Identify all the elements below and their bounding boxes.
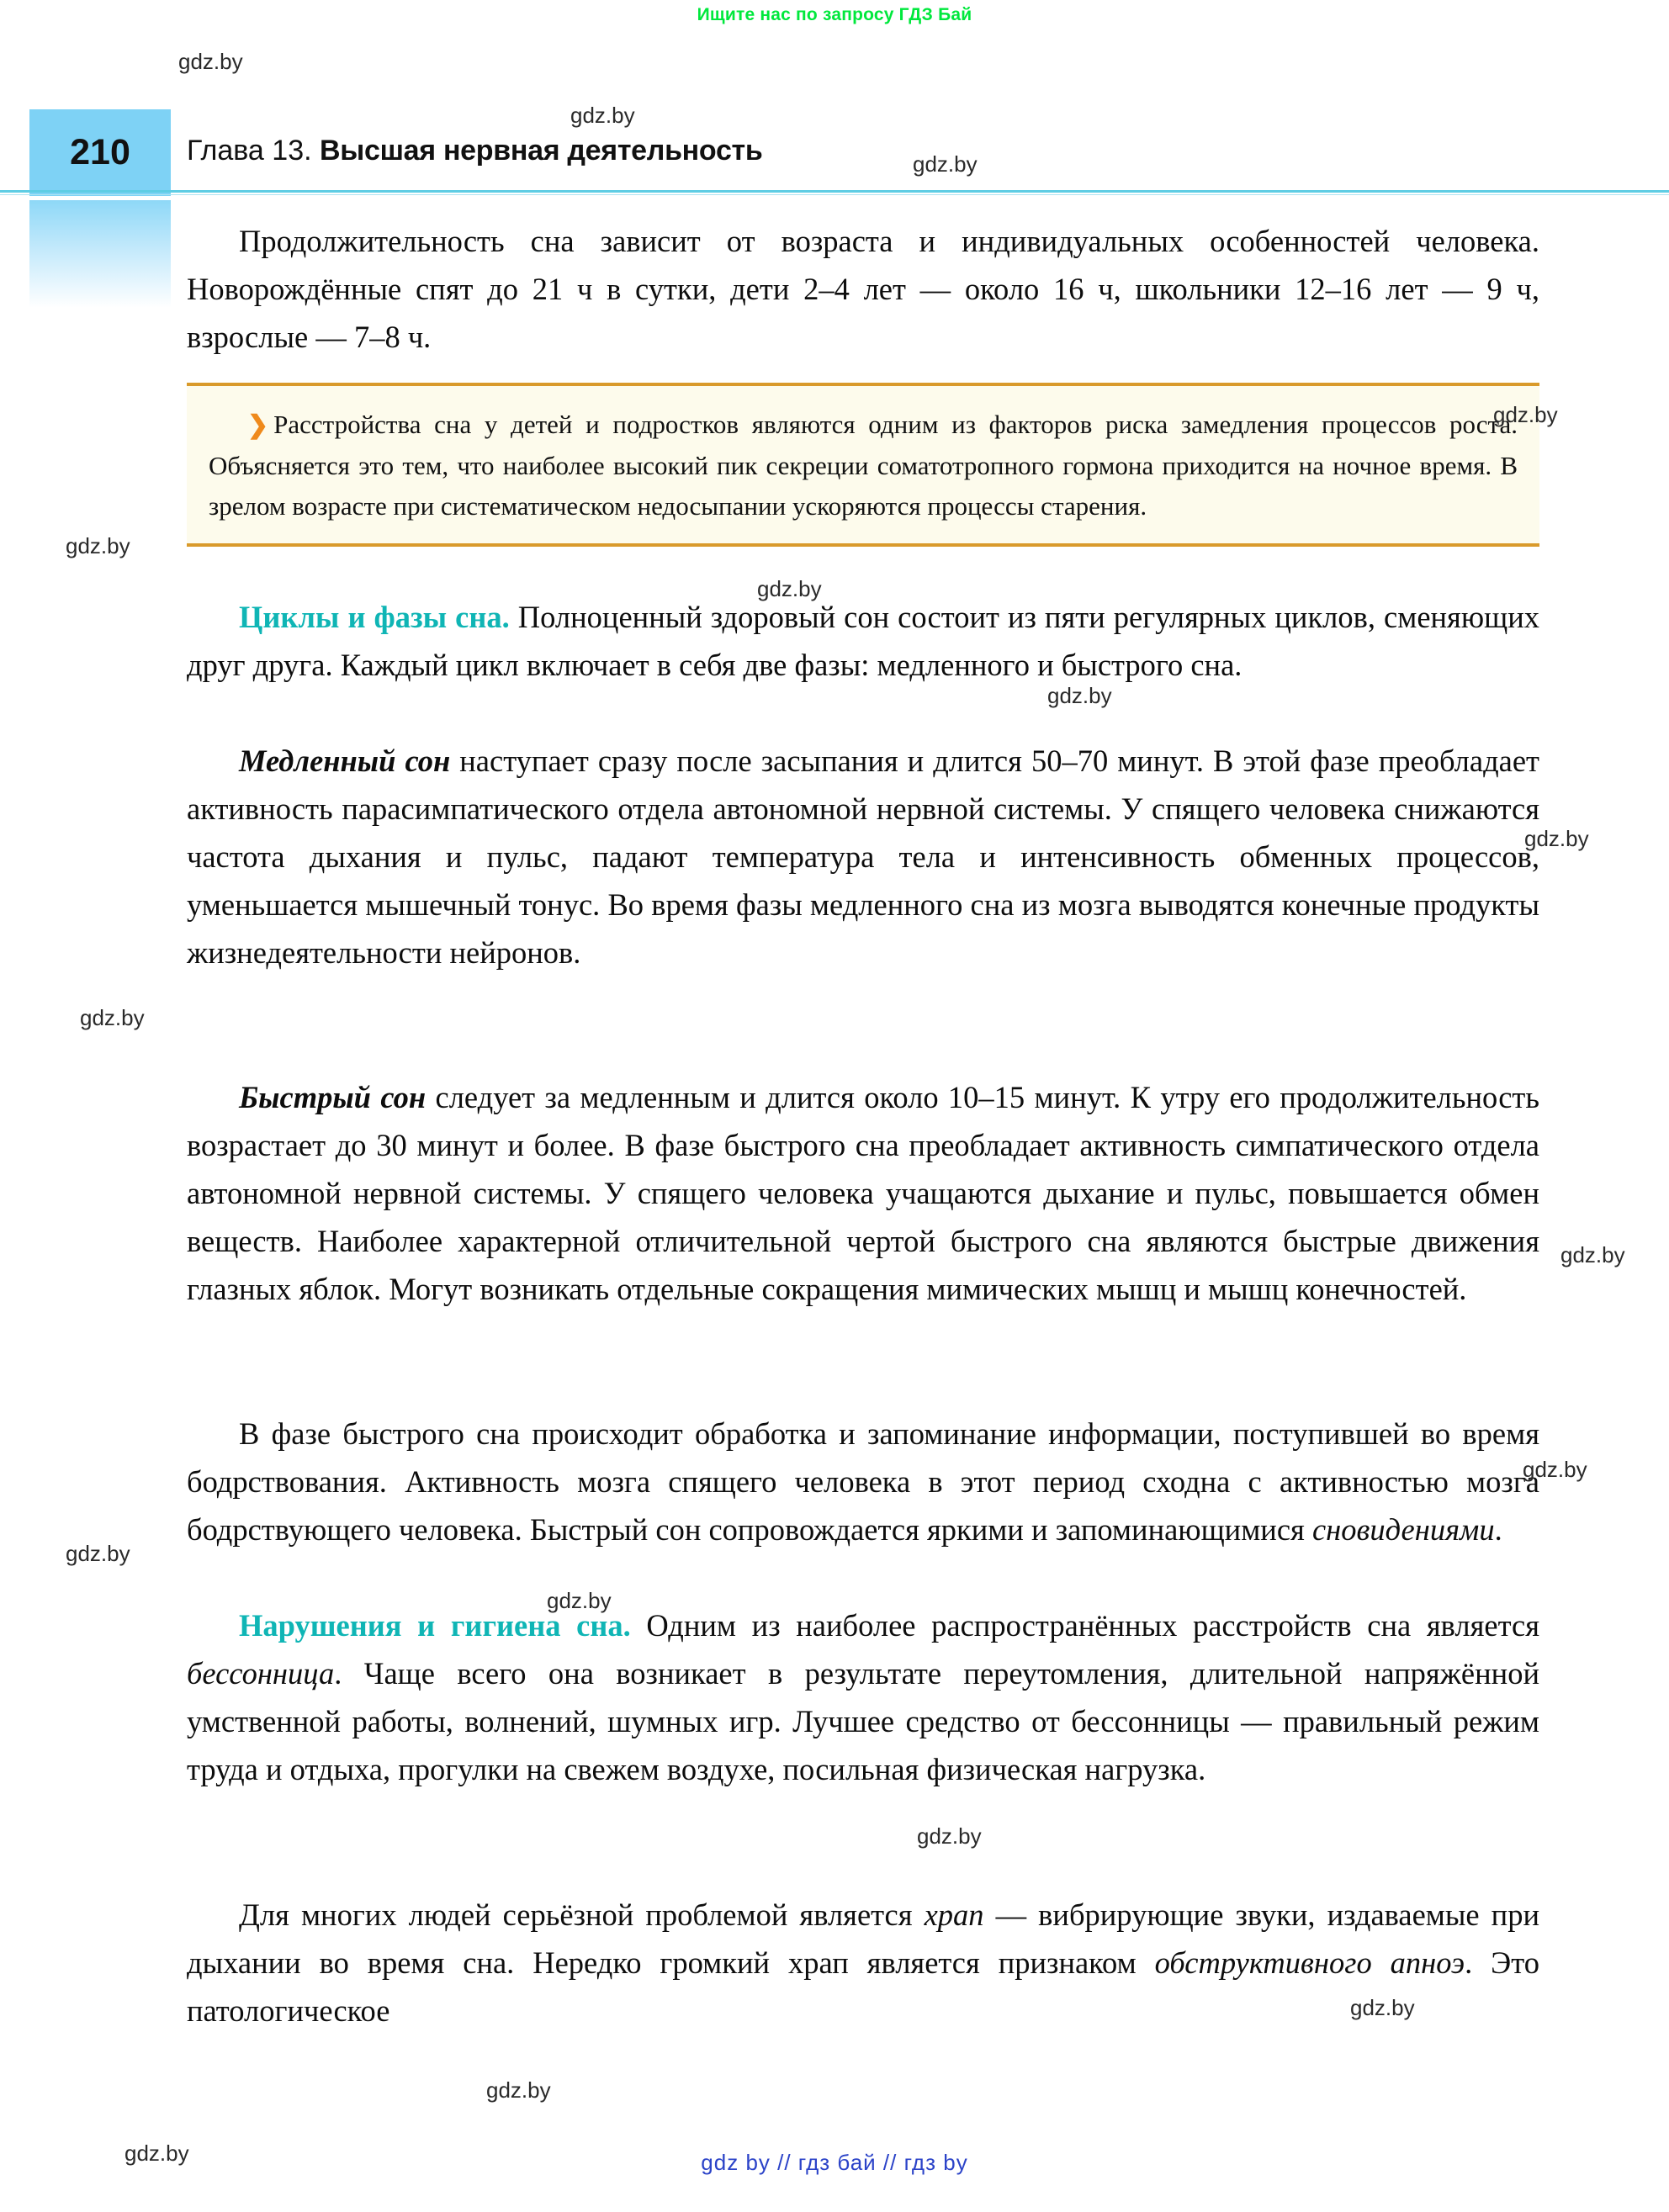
dreams-text-after: . [1494, 1512, 1502, 1547]
watermark-text: gdz.by [1524, 826, 1589, 851]
page-tab-gradient [29, 200, 171, 308]
chapter-label: Глава 13. [187, 135, 312, 167]
section-disorders-block [187, 1601, 1539, 1793]
snoring-text-after: . Это патологическое [187, 1945, 1539, 2028]
term-dreams: сновидениями [1311, 1512, 1495, 1547]
section-cycles-text: Полноценный здоровый сон состоит из пяти регулярных циклов, сменяющих друг друга. Каждый цикл включает в себя две фазы: медленного и быстрого сна. [187, 600, 1539, 682]
slow-sleep-text: наступает сразу после засыпания и длится 50–70 минут. В этой фазе преобладает активность парасимпатического отдела автономной нервной системы. У спящего человека снижаются частота дыхания и пульс, падают температура тела и интенсивность обменных процессов, уменьшается мышечный тонус. Во время фазы медленного сна из мозга выводятся конечные продукты жизнедеятельности нейронов. [187, 744, 1539, 970]
section-cycles-block [187, 593, 1539, 689]
promo-banner: Ищите нас по запросу ГДЗ Бай [697, 5, 972, 24]
paragraph-slow-sleep [187, 737, 1539, 976]
paragraph-sleep-duration: Продолжительность сна зависит от возраста и индивидуальных особенностей человека. Новорождённые спят до 21 ч в сутки, дети 2–4 лет — около 16 ч, школьники 12–16 лет — 9 ч, взрослые — 7–8 ч. [187, 224, 1539, 354]
disorders-text-after: . Чаще всего она возникает в результате переутомления, длительной напряжённой умственной работы, волнений, шумных игр. Лучшее средство от бессонницы — правильный режим труда и отдыха, прогулки на свежем воздухе, посильная физическая нагрузка. [187, 1656, 1539, 1786]
watermark-text: gdz.by [1560, 1242, 1625, 1267]
watermark-text: gdz.by [547, 1588, 612, 1613]
section-snoring-block [187, 1891, 1539, 2035]
section-slow-sleep-block [187, 737, 1539, 976]
intro-paragraph-block [187, 217, 1539, 361]
term-apnea: обструктивного апноэ [1154, 1945, 1465, 1980]
term-slow-sleep: Медленный сон [239, 744, 451, 778]
watermark-text: gdz.by [1493, 402, 1558, 427]
section-dreams-block [187, 1410, 1539, 1553]
callout-text [209, 405, 1518, 527]
paragraph-disorders [187, 1601, 1539, 1793]
watermark-text: gdz.by [178, 49, 243, 74]
watermark-text: gdz.by [757, 576, 822, 601]
callout-body: Расстройства сна у детей и подростков являются одним из факторов риска замедления процессов роста. Объясняется это тем, что наиболее высокий пик секреции соматотропного гормона приходится на ночное время. В зрелом возрасте при систематическом недосыпании ускоряются процессы старения. [209, 410, 1518, 521]
watermark-text: gdz.by [1350, 1995, 1415, 2020]
watermark-text: gdz.by [917, 1823, 982, 1849]
watermark-text: gdz.by [125, 2141, 189, 2166]
fast-sleep-text: следует за медленным и длится около 10–15 минут. К утру его продолжительность возрастает до 30 минут и более. В фазе быстрого сна преобладает активность симпатического отдела автономной нервной системы. У спящего человека учащаются дыхание и пульс, повышается обмен веществ. Наиболее характерной отличительной чертой быстрого сна являются быстрые движения глазных яблок. Могут возникать отдельные сокращения мимических мышц и мышц конечностей. [187, 1080, 1539, 1306]
callout-box [187, 383, 1539, 547]
watermark-text: gdz.by [570, 103, 635, 128]
watermark-text: gdz.by [66, 1541, 130, 1566]
watermark-text: gdz.by [486, 2077, 551, 2103]
paragraph-dreams [187, 1410, 1539, 1553]
disorders-text-before: Одним из наиболее распространённых расстройств сна является [630, 1608, 1539, 1643]
section-heading-disorders: Нарушения и гигиена сна. [239, 1608, 631, 1643]
watermark-text: gdz.by [913, 151, 978, 177]
snoring-text-middle: — вибрирующие звуки, издаваемые при дыхании во время сна. Нередко громкий храп является признаком [187, 1897, 1539, 1980]
dreams-text-before: В фазе быстрого сна происходит обработка и запоминание информации, поступившей во время бодрствования. Активность мозга спящего человека в этот период сходна с активностью мозга бодрствующего человека. Быстрый сон сопровождается яркими и запоминающимися [187, 1416, 1539, 1547]
header-divider-secondary [0, 194, 1669, 195]
section-fast-sleep-block [187, 1073, 1539, 1313]
watermark-text: gdz.by [66, 533, 130, 558]
snoring-text-before: Для многих людей серьёзной проблемой является [239, 1897, 925, 1932]
watermark-text: gdz.by [1523, 1457, 1587, 1482]
arrow-bullet-icon: ❯ [247, 411, 269, 439]
paragraph-fast-sleep [187, 1073, 1539, 1313]
paragraph-snoring [187, 1891, 1539, 2035]
section-heading-cycles: Циклы и фазы сна. [239, 600, 510, 634]
chapter-heading [187, 135, 763, 167]
term-snoring: храп [924, 1897, 984, 1932]
term-fast-sleep: Быстрый сон [239, 1080, 427, 1114]
watermark-text: gdz.by [80, 1005, 145, 1030]
term-insomnia: бессонница [187, 1656, 335, 1691]
watermark-text: gdz.by [1047, 683, 1112, 708]
paragraph-cycles [187, 593, 1539, 689]
page-number: 210 [70, 132, 130, 172]
header-divider [0, 190, 1669, 193]
chapter-title: Высшая нервная деятельность [320, 135, 763, 167]
footer-watermark: gdz by // гдз бай // гдз by [701, 2150, 968, 2175]
